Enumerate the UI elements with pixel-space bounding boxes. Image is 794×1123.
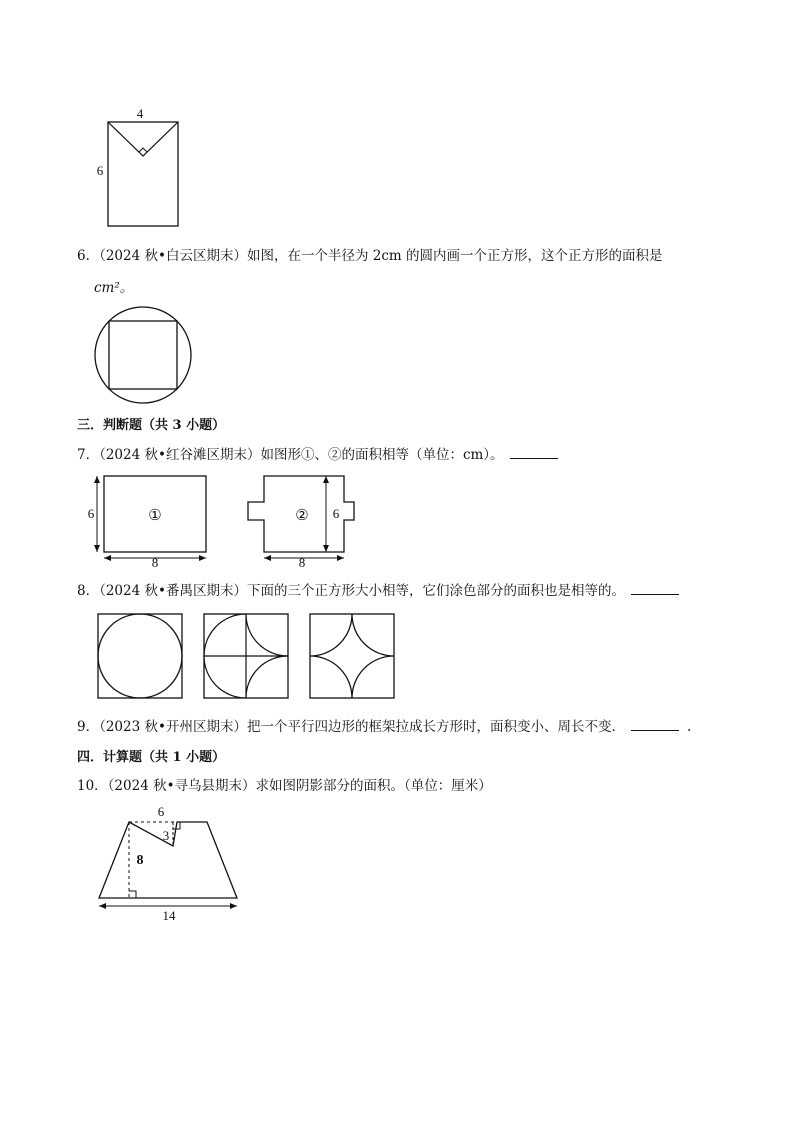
cross-height: 6 bbox=[332, 506, 340, 521]
q9-text-content: 9．（2023 秋•开州区期末）把一个平行四边形的框架拉成长方形时，面积变小、周长不变． bbox=[77, 719, 625, 735]
q8-text bbox=[77, 580, 679, 601]
q6-line2: cm²。 bbox=[94, 280, 134, 296]
envelope-side-label: 6 bbox=[96, 163, 104, 178]
q6-line1: 6．（2024 秋•白云区期末）如图，在一个半径为 2cm 的圆内画一个正方形，这个正方形的面积是 bbox=[77, 248, 663, 264]
envelope-flap bbox=[108, 122, 178, 156]
rect-1-height: 6 bbox=[87, 506, 95, 521]
q10-text: 10．（2024 秋•寻乌县期末）求如图阴影部分的面积。（单位：厘米） bbox=[77, 778, 492, 794]
q7-text bbox=[77, 444, 558, 465]
section4-title: 四．计算题（共 1 小题） bbox=[77, 750, 226, 765]
cross-label: ② bbox=[295, 508, 309, 524]
q9-text bbox=[77, 716, 691, 737]
envelope-top-label: 4 bbox=[136, 106, 144, 121]
q10-bottom-label: 14 bbox=[162, 908, 176, 923]
square-3 bbox=[310, 614, 394, 698]
q9-answer-blank[interactable] bbox=[631, 716, 679, 731]
q8-squares-figure bbox=[96, 612, 396, 702]
rect-1-label: ① bbox=[148, 508, 162, 524]
cross-width: 8 bbox=[298, 555, 306, 570]
q7-text-content: 7．（2024 秋•红谷滩区期末）如图形①、②的面积相等（单位：cm）。 bbox=[77, 447, 504, 463]
envelope-rect bbox=[108, 122, 178, 226]
q7-answer-blank[interactable] bbox=[510, 444, 558, 459]
q8-text-content: 8．（2024 秋•番禺区期末）下面的三个正方形大小相等，它们涂色部分的面积也是相等的。 bbox=[77, 583, 625, 599]
q10-notch-label: 3 bbox=[162, 828, 170, 843]
q6-circle-square-figure bbox=[92, 304, 196, 408]
q10-top-label: 6 bbox=[157, 804, 165, 819]
q7-figure-1 bbox=[88, 472, 218, 568]
q10-trapezoid-figure bbox=[92, 802, 242, 924]
section3-title: 三．判断题（共 3 小题） bbox=[77, 418, 226, 433]
q5-envelope-figure bbox=[90, 100, 190, 230]
rect-1-width: 8 bbox=[151, 555, 159, 570]
q7-figure-2 bbox=[244, 472, 364, 568]
q8-answer-blank[interactable] bbox=[631, 580, 679, 595]
q9-end: . bbox=[686, 719, 692, 735]
q10-height-label: 8 bbox=[136, 853, 144, 868]
right-angle-mark bbox=[139, 148, 147, 152]
inscribed-square bbox=[109, 321, 177, 389]
